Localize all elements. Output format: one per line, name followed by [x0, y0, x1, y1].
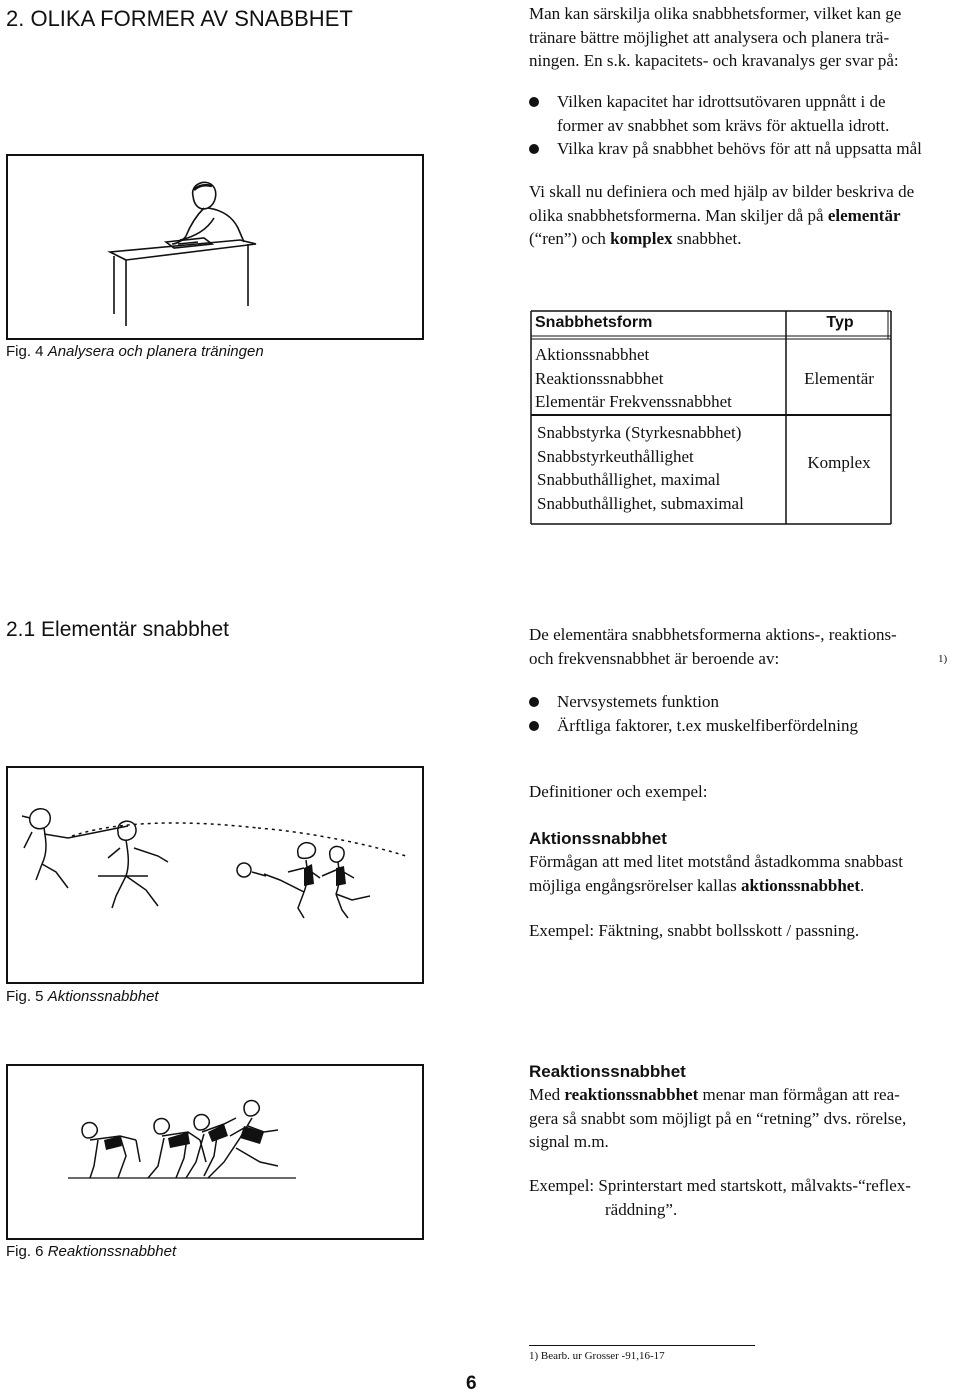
aktion-example: Exempel: Fäktning, snabbt bollsskott / passning. [529, 921, 860, 940]
intro-line: tränare bättre möjlighet att analysera och planera trä- [529, 27, 890, 47]
table-group-komplex-forms [537, 421, 744, 515]
person-writing-illustration [8, 156, 422, 338]
figure-title: Analysera och planera träningen [47, 343, 264, 360]
list-item: Ärftliga faktorer, t.ex muskelfiberfördelning [529, 714, 949, 738]
figure-4-caption [6, 343, 264, 360]
table-type-elementar: Elementär [804, 369, 874, 388]
define-paragraph: Vi skall nu definiera och med hjälp av bilder beskriva de olika snabbhetsformerna. Man skiljer då på elementär (“ren”) och komplex snabbhet. [529, 182, 915, 248]
list-item: Nervsystemets funktion [529, 690, 949, 714]
aktion-paragraph: Förmågan att med litet motstånd åstadkomma snabbast möjliga engångsrörelser kallas aktionssnabbhet. [529, 852, 903, 895]
table-type-komplex: Komplex [807, 453, 871, 472]
reaktion-heading: Reaktionssnabbhet [529, 1062, 686, 1081]
figure-5-caption [6, 988, 159, 1005]
chapter-title: 2. OLIKA FORMER AV SNABBHET [6, 6, 353, 31]
table-cell: Reaktionssnabbhet [535, 368, 664, 388]
list-item: Vilka krav på snabbhet behövs för att nå uppsatta mål [529, 137, 959, 161]
definitions-label: Definitioner och exempel: [529, 782, 708, 801]
figure-4-frame [6, 154, 424, 340]
sprint-start-illustration [8, 1066, 422, 1238]
section-paragraph: De elementära snabbhetsformerna aktions-, reaktions- och frekvensnabbhet är beroende av: [529, 625, 897, 668]
figure-title: Aktionssnabbhet [47, 988, 159, 1005]
table-cell: Snabbuthållighet, maximal [537, 470, 721, 489]
table-cell: Snabbstyrka (Styrkesnabbhet) [537, 423, 742, 442]
reaktion-paragraph: Med reaktionssnabbhet menar man förmågan att rea- gera så snabbt som möjligt på en “retning” dvs. rörelse, signal m.m. [529, 1085, 907, 1151]
figure-5-frame [6, 766, 424, 984]
reaktion-example: Exempel: Sprinterstart med startskott, målvakts-“reflex- räddning”. [529, 1176, 911, 1219]
bullet-icon [529, 721, 539, 731]
page-number: 6 [466, 1373, 477, 1394]
section-bullet-list [529, 690, 949, 737]
table-group-elementar-forms [535, 343, 732, 414]
table-header-type: Typ [826, 314, 854, 331]
figure-title: Reaktionssnabbhet [47, 1243, 177, 1260]
figure-6-caption [6, 1243, 176, 1260]
fencing-and-kick-illustration [8, 768, 422, 982]
table-cell: Aktionssnabbhet [535, 345, 650, 364]
bullet-icon [529, 97, 539, 107]
table-cell: Elementär Frekvenssnabbhet [535, 392, 732, 411]
intro-bullet-list [529, 90, 959, 161]
section-title: 2.1 Elementär snabbhet [6, 618, 229, 641]
list-item: Vilken kapacitet har idrottsutövaren uppnått i de former av snabbhet som krävs för aktuella idrott. [529, 90, 959, 137]
table-cell: Snabbuthållighet, submaximal [537, 493, 744, 513]
table-cell: Snabbstyrkeuthållighet [537, 446, 694, 466]
footnote: 1) Bearb. ur Grosser -91,16-17 [529, 1350, 665, 1362]
figure-number: Fig. 4 [6, 343, 44, 360]
aktion-heading: Aktionssnabbhet [529, 829, 667, 848]
intro-paragraph [529, 2, 954, 73]
figure-number: Fig. 6 [6, 1243, 44, 1260]
footnote-divider [529, 1345, 755, 1346]
figure-6-frame [6, 1064, 424, 1240]
table-header-form: Snabbhetsform [535, 314, 653, 331]
bullet-icon [529, 697, 539, 707]
snabbhet-table [530, 310, 892, 525]
figure-number: Fig. 5 [6, 988, 44, 1005]
intro-line: Man kan särskilja olika snabbhetsformer, vilket kan ge [529, 4, 902, 23]
intro-line: ningen. En s.k. kapacitets- och kravanalys ger svar på: [529, 51, 899, 70]
bullet-icon [529, 144, 539, 154]
footnote-reference: 1) [938, 653, 948, 665]
